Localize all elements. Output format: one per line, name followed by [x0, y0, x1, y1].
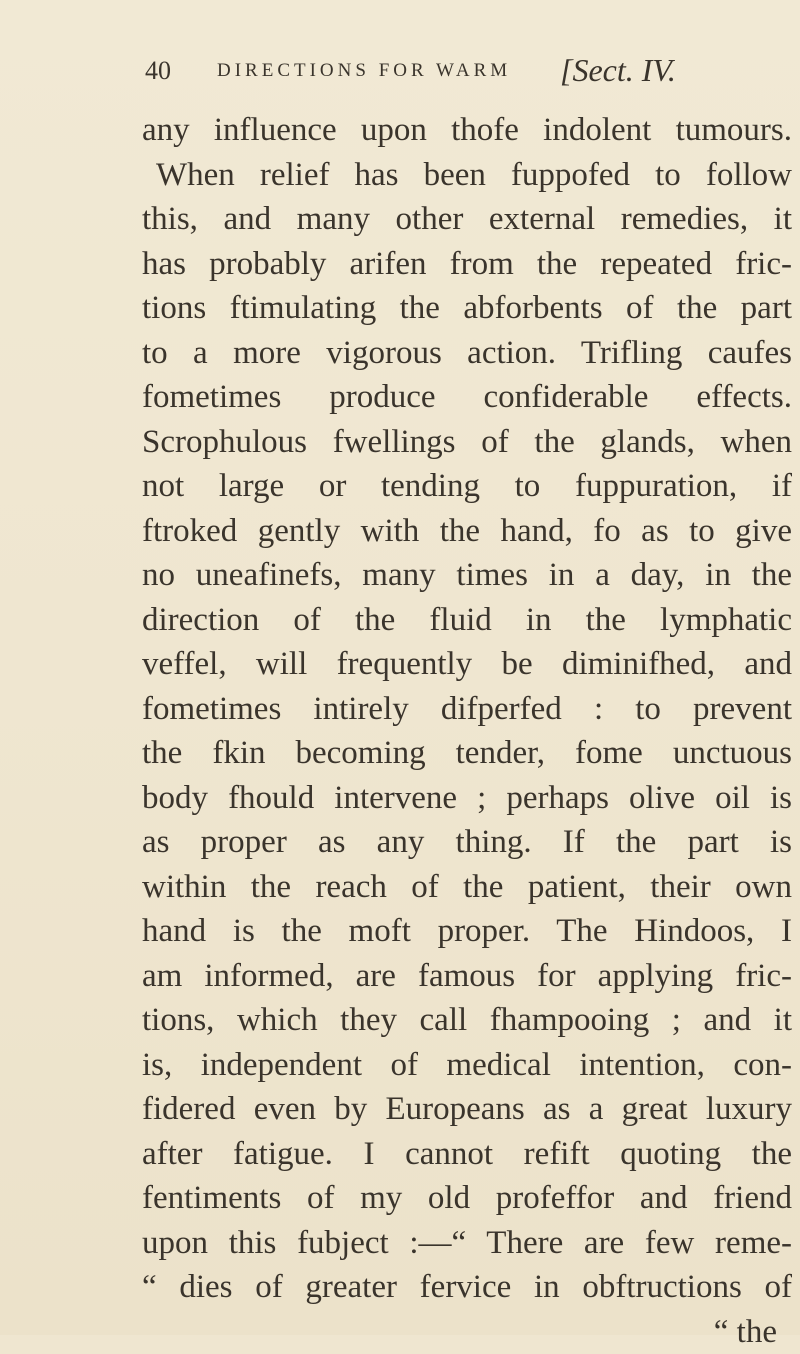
text-line: fidered even by Europeans as a great luxury	[142, 1087, 792, 1132]
page-number: 40	[145, 56, 171, 86]
section-reference: [Sect. IV.	[560, 52, 676, 89]
text-line: body fhould intervene ; perhaps olive oil is	[142, 776, 792, 821]
text-line: When relief has been fuppofed to follow	[142, 153, 792, 198]
text-line: fometimes intirely difperfed : to prevent	[142, 687, 792, 732]
text-line: no uneafinefs, many times in a day, in the	[142, 553, 792, 598]
text-line: has probably arifen from the repeated fric-	[142, 242, 792, 287]
text-line: this, and many other external remedies, it	[142, 197, 792, 242]
page-header	[145, 50, 795, 100]
text-line: “ dies of greater fervice in obftructions of	[142, 1265, 792, 1310]
text-line: not large or tending to fuppuration, if	[142, 464, 792, 509]
text-line: after fatigue. I cannot refift quoting the	[142, 1132, 792, 1177]
text-line: is, independent of medical intention, con-	[142, 1043, 792, 1088]
text-line: within the reach of the patient, their own	[142, 865, 792, 910]
text-line: fentiments of my old profeffor and friend	[142, 1176, 792, 1221]
body-text	[142, 108, 792, 1354]
text-line: to a more vigorous action. Trifling caufes	[142, 331, 792, 376]
text-line: veffel, will frequently be diminifhed, and	[142, 642, 792, 687]
text-line: hand is the moft proper. The Hindoos, I	[142, 909, 792, 954]
catchword-line: “ the	[142, 1310, 792, 1354]
text-line: the fkin becoming tender, fome unctuous	[142, 731, 792, 776]
text-line: fometimes produce confiderable effects.	[142, 375, 792, 420]
text-line: as proper as any thing. If the part is	[142, 820, 792, 865]
text-line: any influence upon thofe indolent tumours.	[142, 108, 792, 153]
text-line: upon this fubject :—“ There are few reme-	[142, 1221, 792, 1266]
text-line: Scrophulous fwellings of the glands, when	[142, 420, 792, 465]
text-line: ftroked gently with the hand, fo as to give	[142, 509, 792, 554]
text-line: am informed, are famous for applying fric-	[142, 954, 792, 999]
text-line: tions, which they call fhampooing ; and it	[142, 998, 792, 1043]
text-line: direction of the fluid in the lymphatic	[142, 598, 792, 643]
running-head: DIRECTIONS FOR WARM	[217, 60, 511, 82]
text-line: tions ftimulating the abforbents of the part	[142, 286, 792, 331]
